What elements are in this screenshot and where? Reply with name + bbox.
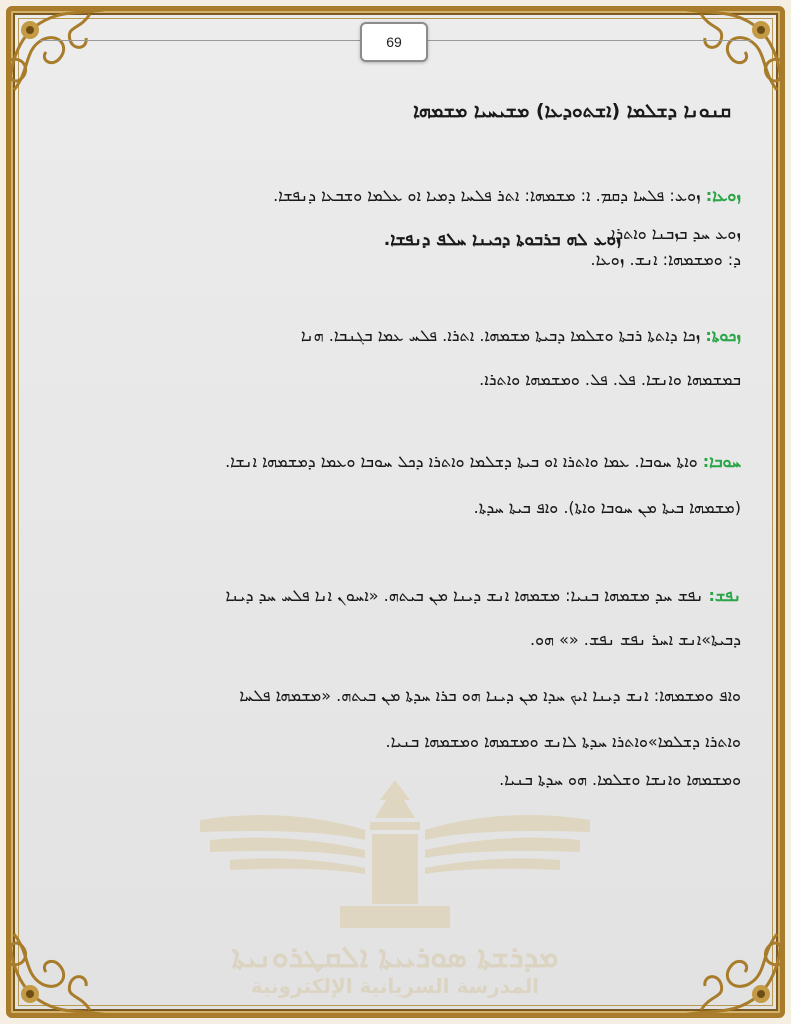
paragraph-line: ܘܐܦ ܘܡܫܡܗܐ: ܐܢܫ ܕܝܢܐ ܐܝܟ ܚܕܐ ܡܢ ܕܝܢܐ ܗܘ ܒܪܐ ܚܕܬܐ ܡܢ ܒܝܬܗ. «ܡܫܡܗܐ ܦܠܚܐ bbox=[239, 686, 741, 705]
paragraph-line bbox=[225, 586, 741, 606]
paragraph-line: (ܡܫܡܗܐ ܒܝܬܐ ܡܢ ܚܘܒܐ ܘܐܬܐ). ܘܐܦ ܒܝܬܐ ܚܕܬܐ. bbox=[473, 498, 741, 517]
watermark-syriac-text: ܡܕܪܫܬܐ ܣܘܪܝܝܬܐ ܐܠܩܛܪܘܢܝܬܐ bbox=[231, 940, 559, 975]
term-label: ܙܟܘܬܐ: bbox=[705, 326, 741, 345]
paragraph-text: ܙܘܥ: ܦܠܚܐ ܕܩܡ. ܐ: ܡܫܡܗܐ: ܐܬܪ ܦܠܚܐ ܕܡܝܐ ܐܘ ܥܠܡܐ ܘܫܒܥܐ ܕܢܦܫܐ. bbox=[273, 186, 701, 205]
paragraph-line bbox=[301, 326, 741, 346]
paragraph-line: ܒܡܫܡܗܐ ܘܐܢܫܐ. ܦܠ. ܦܠ. ܘܡܫܡܗܐ ܘܐܬܪܐ. bbox=[479, 370, 741, 389]
paragraph-line: ܕ: ܘܡܫܡܗܐ: ܐܢܫ. ܙܘܥܐ. bbox=[590, 250, 741, 269]
paragraph-text: ܢܦܫ ܚܕ ܡܫܡܗܐ ܒܢܝܐ: ܡܫܡܗܐ ܐܢܫ ܕܝܢܐ ܡܢ ܒܝܬܗ. «ܐܚܘܢ ܐܢܐ ܦܠܚ ܚܕ ܕܝܢܐ bbox=[225, 586, 704, 605]
paragraph-line: ܘܐܬܪܐ ܕܫܠܡܐ»ܘܐܬܪܐ ܚܕܬܐ ܠܐܢܫ ܘܡܫܡܗܐ ܘܡܫܡܗܐ ܒܢܝܐ. bbox=[385, 732, 741, 751]
watermark-arabic-text: المدرسة السريانية الإلكترونية bbox=[250, 974, 540, 998]
paragraph-line bbox=[225, 452, 741, 472]
school-watermark bbox=[200, 760, 590, 1000]
term-label: ܢܦܫ: bbox=[708, 586, 741, 605]
ornament-corner-icon bbox=[0, 904, 120, 1024]
page-number: 69 bbox=[360, 22, 428, 62]
ornament-corner-icon bbox=[0, 0, 120, 120]
paragraph-text: ܙܟܐ ܕܐܬܬܐ ܪܒܬܐ ܘܫܠܡܐ ܕܒܝܬܐ ܡܫܡܗܐ. ܐܬܪܐ. ܦܠܚ ܥܡܐ ܒܓܢܒܐ. ܗܢܐ bbox=[300, 326, 701, 345]
term-label: ܚܘܒܐ: bbox=[702, 452, 741, 471]
paragraph-line: ܘܡܫܡܗܐ ܘܐܢܫܐ ܘܫܠܡܐ. ܗܘ ܚܕܬܐ ܒܢܝܐ. bbox=[499, 770, 741, 789]
ornament-corner-icon bbox=[671, 904, 791, 1024]
paragraph-line: ܕܒܝܬܐ»ܐܢܫ ܐܚܪ ܢܦܫ ܢܦܫ. «» ܗܘ. bbox=[530, 630, 741, 649]
paragraph-text: ܘܐܬܐ ܚܘܒܐ. ܥܡܐ ܘܐܬܪܐ ܐܘ ܒܝܬܐ ܕܫܠܡܐ ܘܐܬܪܐ ܕܟܠ ܚܘܒܐ ܘܥܡܐ ܕܡܫܡܗܐ ܐܢܫܐ. bbox=[225, 452, 698, 471]
paragraph-bold-line: ܙܘܥ ܠܗ ܒܪܒܘܬܐ ܕܟܝܢܐ ܚܠܦ ܕܢܦܫܐ. bbox=[383, 230, 621, 250]
page-title: ܩܢܘܢܐ ܕܫܠܡܐ (ܐܫܬܘܕܥܐ) ܡܫܝܚܝܐ ܡܫܡܗܐ bbox=[413, 100, 731, 122]
paragraph-line: ܙܘܥ ܚܕ ܒܙܒܢܐ ܘܐܬܪܐ. bbox=[605, 224, 741, 243]
term-label: ܙܘܥܐ: bbox=[705, 186, 741, 205]
paragraph-line bbox=[273, 186, 741, 206]
